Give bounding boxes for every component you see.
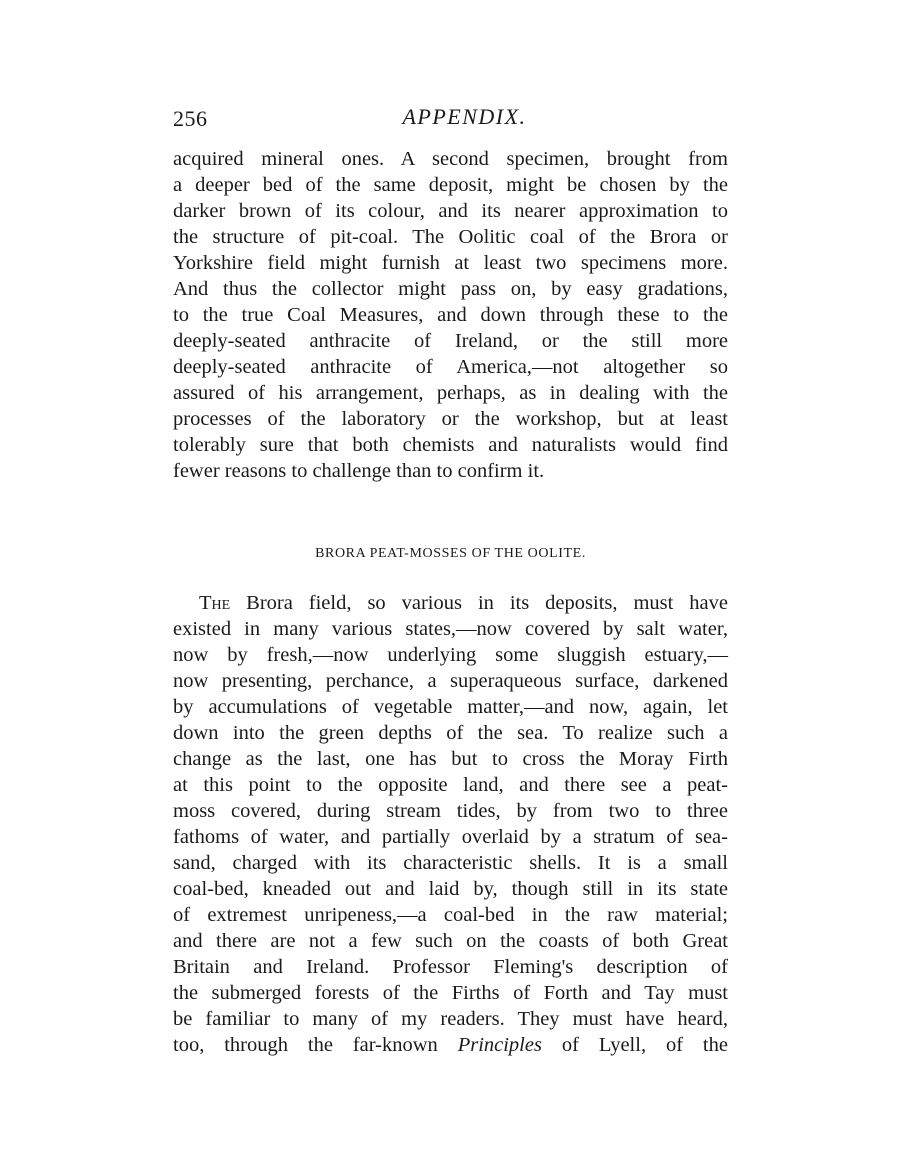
text-line: now by fresh,—now underlying some sluggish estuary,— [173, 644, 728, 666]
text-line: darker brown of its colour, and its nearer approximation to [173, 200, 728, 222]
text-line: a deeper bed of the same deposit, might be chosen by the [173, 174, 728, 196]
text-line: and there are not a few such on the coasts of both Great [173, 930, 728, 952]
text-line: coal-bed, kneaded out and laid by, though still in its state [173, 878, 728, 900]
text-line: Yorkshire field might furnish at least two specimens more. [173, 252, 728, 274]
text-line: the submerged forests of the Firths of Forth and Tay must [173, 982, 728, 1004]
text-line: of extremest unripeness,—a coal-bed in the raw material; [173, 904, 728, 926]
text-line: change as the last, one has but to cross the Moray Firth [173, 748, 728, 770]
text-line: And thus the collector might pass on, by easy gradations, [173, 278, 728, 300]
section-heading: BRORA PEAT-MOSSES OF THE OOLITE. [315, 546, 586, 561]
running-head [173, 104, 728, 134]
text-line: assured of his arrangement, perhaps, as in dealing with the [173, 382, 728, 404]
running-title: APPENDIX. [402, 104, 527, 129]
paragraph-1 [173, 146, 728, 484]
last-line-end: of Lyell, of the [541, 1034, 728, 1056]
text-line: Britain and Ireland. Professor Fleming's description of [173, 956, 728, 978]
paragraph-2 [173, 590, 728, 1058]
text-line: deeply-seated anthracite of Ireland, or the still more [173, 330, 728, 352]
book-page [173, 104, 728, 1058]
text-line: existed in many various states,—now covered by salt water, [173, 618, 728, 640]
text-line: down into the green depths of the sea. To realize such a [173, 722, 728, 744]
text-line: tolerably sure that both chemists and naturalists would find [173, 434, 728, 456]
text-line: to the true Coal Measures, and down through these to the [173, 304, 728, 326]
text-line: be familiar to many of my readers. They must have heard, [173, 1008, 728, 1030]
page-number: 256 [173, 106, 208, 131]
text-line: moss covered, during stream tides, by from two to three [173, 800, 728, 822]
text-line: the structure of pit-coal. The Oolitic coal of the Brora or [173, 226, 728, 248]
text-line: by accumulations of vegetable matter,—and now, again, let [173, 696, 728, 718]
text-line: acquired mineral ones. A second specimen, brought from [173, 148, 728, 170]
text-line: processes of the laboratory or the workshop, but at least [173, 408, 728, 430]
text-line: fewer reasons to challenge than to confirm it. [173, 460, 545, 482]
text-line: now presenting, perchance, a superaqueous surface, darkened [173, 670, 728, 692]
text-line-first [173, 590, 728, 616]
text-line-last [173, 1032, 728, 1058]
text-line: at this point to the opposite land, and there see a peat- [173, 774, 728, 796]
italic-title: Principles [457, 1034, 542, 1056]
first-word: The [199, 592, 231, 614]
last-line-start: too, through the far-known [173, 1034, 458, 1056]
text-line: deeply-seated anthracite of America,—not altogether so [173, 356, 728, 378]
text-line: sand, charged with its characteristic shells. It is a small [173, 852, 728, 874]
first-line-rest: Brora field, so various in its deposits, must have [230, 592, 728, 614]
text-line: fathoms of water, and partially overlaid by a stratum of sea- [173, 826, 728, 848]
